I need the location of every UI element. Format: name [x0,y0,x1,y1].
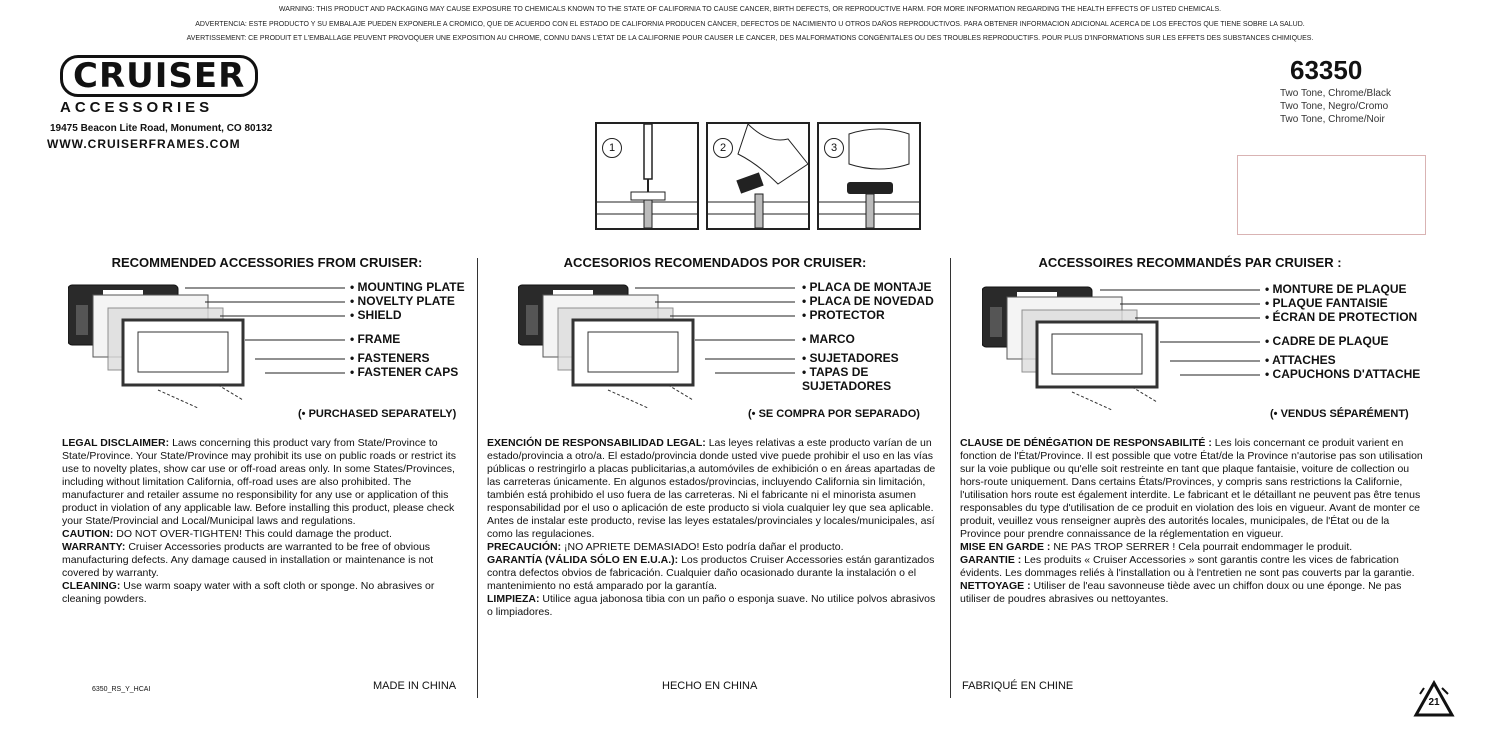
label-fasteners: • SUJETADORES [802,351,899,365]
legal-heading: LEGAL DISCLAIMER: [62,437,170,449]
legal-text-en [62,437,467,606]
warranty-body: Los productos Cruiser Accessories están garantizados contra defectos obvios de fabricación. Cualquier daño ocasionado durante la instalación o el mantenimiento no está amparado por la garantía. [487,554,935,592]
diagram-leader-lines [185,284,350,380]
label-mounting-plate: • PLACA DE MONTAJE [802,280,932,294]
label-shield: • PROTECTOR [802,308,885,322]
legal-text-es [487,437,939,619]
label-novelty-plate: • PLACA DE NOVEDAD [802,294,934,308]
label-fasteners: • FASTENERS [350,351,430,365]
purchased-separately-note: (• SE COMPRA POR SEPARADO) [748,408,920,420]
company-website: WWW.CRUISERFRAMES.COM [47,137,241,151]
label-novelty-plate: • NOVELTY PLATE [350,294,455,308]
logo-wordmark: CRUISER [60,55,258,97]
company-address: 19475 Beacon Lite Road, Monument, CO 80132 [50,123,273,134]
recycle-number: 21 [1428,697,1440,708]
warning-es: ADVERTENCIA: ESTE PRODUCTO Y SU EMBALAJE PUEDEN EXPONERLE A CRÓMICO, QUE DE ACUERDO CON EL ESTADO DE CALIFORNIA PRODUCEN CÁNCER, DEFECTOS DE NACIMIENTO U OTROS DAÑOS REPRODUCTIVOS. PARA OBTENER INFORMACIÓN ADICIONAL ACERCA DE LOS EFECTOS QUE TIENE SOBRE LA SALUD. [195,21,1305,28]
logo-subtitle: ACCESSORIES [60,99,214,116]
install-step-3 [817,122,921,230]
accessory-labels [1265,282,1420,381]
cleaning-body: Use warm soapy water with a soft cloth or sponge. No abrasives or cleaning powders. [62,580,435,605]
made-in-label: FABRIQUÉ EN CHINE [962,680,1074,692]
barcode-area [1237,155,1426,235]
legal-heading: CLAUSE DE DÉNÉGATION DE RESPONSABILITÉ : [960,437,1212,449]
legal-body: Las leyes relativas a este producto varían de un estado/provincia a otro/a. El estado/provincia donde usted vive puede prohibir el uso en las vías públicas o restringirlo a placas publicitarias,a automóviles de exhibición o en áreas apartadas de las carreteras únicamente. En algunos estados/provincias, incluyendo California sin limitación, también está prohibido el uso fuera de las carreteras. Ni el fabricante ni el minorista asumen responsabilidad por el uso o aplicación de este producto si viola cualquier ley que sea aplicable. Antes de instalar este producto, revise las leyes estatales/provinciales y locales/municipales, así como las regulaciones. [487,437,936,540]
cleaning-body: Utilice agua jabonosa tibia con un paño o esponja suave. No utilice polvos abrasivos o limpiadores. [487,593,936,618]
step-number: 2 [713,138,733,158]
cleaning-heading: CLEANING: [62,580,121,592]
legal-heading: EXENCIÓN DE RESPONSABILIDAD LEGAL: [487,437,706,449]
purchased-separately-note: (• PURCHASED SEPARATELY) [298,408,457,420]
cleaning-heading: NETTOYAGE : [960,580,1031,592]
label-mounting-plate: • MOUNTING PLATE [350,280,465,294]
label-shield: • SHIELD [350,308,402,322]
legal-text-fr [960,437,1425,606]
column-fr [960,255,1420,270]
column-divider [950,258,951,698]
label-mounting-plate: • MONTURE DE PLAQUE [1265,282,1407,296]
caution-heading: MISE EN GARDE : [960,541,1051,553]
warning-en: WARNING: THIS PRODUCT AND PACKAGING MAY CAUSE EXPOSURE TO CHEMICALS KNOWN TO THE STATE OF CALIFORNIA TO CAUSE CANCER, BIRTH DEFECTS, OR REPRODUCTIVE HARM. FOR MORE INFORMATION REGARDING THE HEALTH EFFECTS OF LISTED CHEMICALS. [278,6,1222,13]
made-in-label: MADE IN CHINA [373,680,457,692]
cruiser-logo [60,55,260,116]
label-novelty-plate: • PLAQUE FANTAISIE [1265,296,1388,310]
label-fastener-caps: • CAPUCHONS D'ATTACHE [1265,367,1421,381]
accessory-labels [802,280,934,393]
label-frame: • CADRE DE PLAQUE [1265,334,1389,348]
legal-body: Les lois concernant ce produit varient en fonction de l'État/Province. Il est possible que votre État/de la Province n'autorise pas son utilisation sur la voie publique ou qu'elle soit restreinte en tant que plaque fantaisie, voiture de collection ou hors-route uniquement. Dans certains États/Provinces, y compris sans restrictions la Californie, l'utilisation hors route est également interdite. Le fabricant et le détaillant ne peuvent pas être tenus responsables du type d'utilisation de ce produit en violation des lois en vigueur. Avant de monter ce produit, veuillez vous renseigner auprès des autorités locales, municipales, de l'État ou de la Province pour prendre connaissance de la réglementation en vigueur. [960,437,1423,540]
finish-fr: Two Tone, Chrome/Noir [1280,114,1385,125]
caution-heading: CAUTION: [62,528,114,540]
cleaning-heading: LIMPIEZA: [487,593,540,605]
warning-fr: AVERTISSEMENT: CE PRODUIT ET L'EMBALLAGE PEUVENT PROVOQUER UNE EXPOSITION AU CHROME, CONNU DANS L'ÉTAT DE LA CALIFORNIE POUR CAUSER LE CANCER, DES MALFORMATIONS CONGÉNITALES OU DES TROUBLES REPRODUCTIFS. POUR PLUS D'INFORMATIONS SUR LES EFFETS DES SUBSTANCES CHIMIQUES. [186,35,1314,42]
label-fastener-caps: • FASTENER CAPS [350,365,459,379]
caution-body: DO NOT OVER-TIGHTEN! This could damage the product. [116,528,392,540]
column-title: RECOMMENDED ACCESSORIES FROM CRUISER: [111,255,423,270]
recycle-icon [1412,680,1456,720]
warranty-heading: WARRANTY: [62,541,126,553]
warranty-body: Cruiser Accessories products are warranted to be free of obvious manufacturing defects. Any damage caused in installation or maintenance is not covered by warranty. [62,541,434,579]
caution-body: ¡NO APRIETE DEMASIADO! Esto podría dañar el producto. [564,541,844,553]
purchased-separately-note: (• VENDUS SÉPARÉMENT) [1270,408,1409,420]
column-divider [477,258,478,698]
column-title: ACCESORIOS RECOMENDADOS POR CRUISER: [563,255,867,270]
legal-body: Laws concerning this product vary from State/Province to State/Province. Your State/Province may prohibit its use on public roads or restrict its use to novelty plates, show car use or off-road areas only. In some States/Provinces, including without limitation California, off-road uses are also prohibited. The manufacturer and retailer assume no responsibility for any use or application of this product in violation of any applicable law. Before installing this product, please check your State/Provincial and Local/Municipal laws and regulations. [62,437,456,527]
part-number: 63350 [1290,55,1363,85]
label-fasteners: • ATTACHES [1265,353,1336,367]
finish-es: Two Tone, Negro/Cromo [1280,101,1389,112]
accessory-labels [350,280,465,379]
column-es [490,255,940,270]
step-number: 1 [602,138,622,158]
warranty-heading: GARANTIE : [960,554,1022,566]
install-step-2 [706,122,810,230]
diagram-leader-lines [635,284,800,380]
label-fastener-caps: • TAPAS DE SUJETADORES [802,365,892,393]
made-in-label: HECHO EN CHINA [662,680,758,692]
diagram-leader-lines [1100,286,1265,382]
finish-en: Two Tone, Chrome/Black [1280,88,1391,99]
print-code: 6350_RS_Y_HCAI [92,686,151,693]
install-step-1 [595,122,699,230]
caution-body: NE PAS TROP SERRER ! Cela pourrait endommager le produit. [1053,541,1353,553]
label-frame: • MARCO [802,332,855,346]
column-title: ACCESSOIRES RECOMMANDÉS PAR CRUISER : [1038,255,1342,270]
warranty-heading: GARANTÍA (VÁLIDA SÓLO EN E.U.A.): [487,554,679,566]
caution-heading: PRECAUCIÓN: [487,541,562,553]
cleaning-body: Utiliser de l'eau savonneuse tiède avec un chiffon doux ou une éponge. Ne pas utiliser de poudres abrasives ou nettoyantes. [960,580,1402,605]
warranty-body: Les produits « Cruiser Accessories » sont garantis contre les vices de fabrication évidents. Les dommages reliés à l'installation ou à l'entretien ne sont pas couverts par la garantie. [960,554,1415,579]
label-shield: • ÉCRAN DE PROTECTION [1265,310,1418,324]
column-en [62,255,472,270]
step-number: 3 [824,138,844,158]
label-frame: • FRAME [350,332,401,346]
